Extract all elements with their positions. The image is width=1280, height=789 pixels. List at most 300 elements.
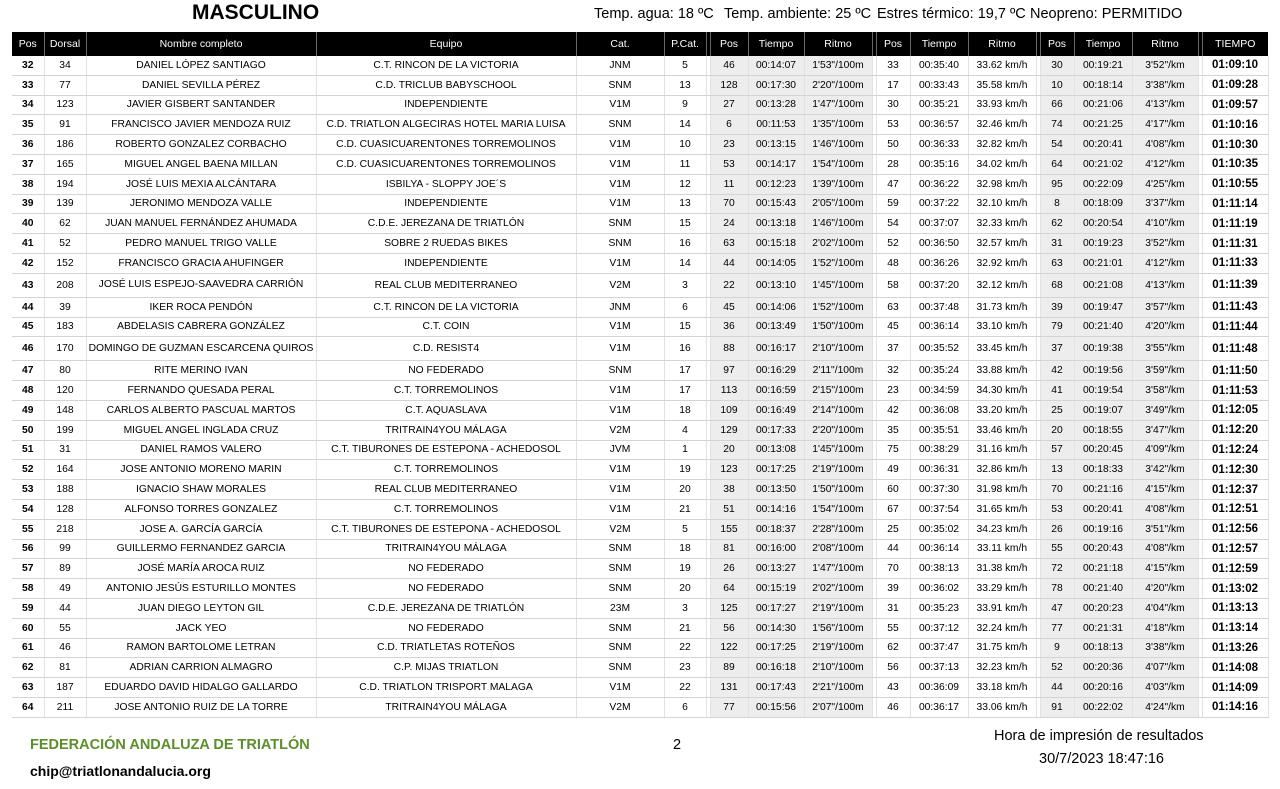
cell-athlete-name: EDUARDO DAVID HIDALGO GALLARDO — [86, 678, 316, 698]
cell-position: 33 — [12, 75, 44, 95]
table-row — [12, 697, 1268, 717]
table-row — [12, 337, 1268, 361]
results-table — [12, 32, 1269, 718]
cell-bike-position: 45 — [876, 317, 910, 337]
col-header-pos: Pos — [12, 32, 44, 56]
cell-athlete-name: ALFONSO TORRES GONZALEZ — [86, 499, 316, 519]
table-row — [12, 154, 1268, 174]
cell-athlete-name: JUAN DIEGO LEYTON GIL — [86, 598, 316, 618]
cell-bib: 164 — [44, 460, 86, 480]
cell-category-position: 21 — [664, 618, 706, 638]
cell-swim-position: 45 — [710, 297, 748, 317]
table-row — [12, 381, 1268, 401]
cell-run-time: 00:21:31 — [1074, 618, 1132, 638]
cell-run-time: 00:20:16 — [1074, 678, 1132, 698]
cell-run-position: 8 — [1040, 194, 1074, 214]
cell-run-position: 25 — [1040, 400, 1074, 420]
cell-swim-time: 00:17:25 — [748, 460, 804, 480]
cell-position: 60 — [12, 618, 44, 638]
cell-swim-pace: 2'02"/100m — [804, 234, 872, 254]
cell-total-time: 01:11:50 — [1202, 361, 1268, 381]
cell-bib: 187 — [44, 678, 86, 698]
cell-category-position: 11 — [664, 154, 706, 174]
cell-team: C.D. TRIATLON TRISPORT MALAGA — [316, 678, 576, 698]
cell-position: 44 — [12, 297, 44, 317]
cell-team: TRITRAIN4YOU MÁLAGA — [316, 539, 576, 559]
cell-category-position: 16 — [664, 337, 706, 361]
cell-bib: 89 — [44, 559, 86, 579]
col-header-bike-pos: Pos — [876, 32, 910, 56]
cell-athlete-name: JOSÉ MARÍA AROCA RUIZ — [86, 559, 316, 579]
cell-swim-position: 36 — [710, 317, 748, 337]
cell-swim-pace: 1'50"/100m — [804, 480, 872, 500]
table-row — [12, 253, 1268, 273]
page-header — [0, 0, 1280, 30]
cell-team: NO FEDERADO — [316, 361, 576, 381]
cell-bike-speed: 33.18 km/h — [968, 678, 1036, 698]
cell-bike-position: 32 — [876, 361, 910, 381]
cell-team: C.T. TORREMOLINOS — [316, 381, 576, 401]
cell-athlete-name: JOSÉ LUIS ESPEJO-SAAVEDRA CARRIÓN — [86, 273, 316, 297]
cell-position: 50 — [12, 420, 44, 440]
cell-category: SNM — [576, 638, 664, 658]
cell-total-time: 01:12:37 — [1202, 480, 1268, 500]
cell-team: C.T. TORREMOLINOS — [316, 460, 576, 480]
cell-category: JNM — [576, 297, 664, 317]
cell-swim-position: 23 — [710, 135, 748, 155]
cell-swim-time: 00:14:05 — [748, 253, 804, 273]
cell-run-position: 68 — [1040, 273, 1074, 297]
cell-run-time: 00:19:47 — [1074, 297, 1132, 317]
cell-swim-position: 24 — [710, 214, 748, 234]
cell-total-time: 01:09:57 — [1202, 95, 1268, 115]
table-row — [12, 460, 1268, 480]
cell-team: C.D.E. JEREZANA DE TRIATLÓN — [316, 214, 576, 234]
table-row — [12, 638, 1268, 658]
cell-category-position: 6 — [664, 697, 706, 717]
cell-run-time: 00:21:08 — [1074, 273, 1132, 297]
cell-team: TRITRAIN4YOU MÁLAGA — [316, 697, 576, 717]
cell-swim-time: 00:16:18 — [748, 658, 804, 678]
cell-team: REAL CLUB MEDITERRANEO — [316, 273, 576, 297]
cell-bike-time: 00:35:40 — [910, 56, 968, 75]
cell-run-position: 63 — [1040, 253, 1074, 273]
cell-athlete-name: JACK YEO — [86, 618, 316, 638]
cell-run-pace: 4'18"/km — [1132, 618, 1198, 638]
table-row — [12, 400, 1268, 420]
cell-run-time: 00:18:13 — [1074, 638, 1132, 658]
cell-swim-time: 00:13:27 — [748, 559, 804, 579]
col-header-category-pos: P.Cat. — [664, 32, 706, 56]
cell-athlete-name: FRANCISCO GRACIA AHUFINGER — [86, 253, 316, 273]
cell-run-pace: 4'20"/km — [1132, 579, 1198, 599]
cell-bike-speed: 32.57 km/h — [968, 234, 1036, 254]
cell-category: SNM — [576, 115, 664, 135]
cell-athlete-name: JAVIER GISBERT SANTANDER — [86, 95, 316, 115]
cell-bib: 77 — [44, 75, 86, 95]
cell-swim-position: 27 — [710, 95, 748, 115]
cell-bike-speed: 33.06 km/h — [968, 697, 1036, 717]
cell-run-time: 00:21:40 — [1074, 317, 1132, 337]
cell-team: NO FEDERADO — [316, 559, 576, 579]
cell-bib: 128 — [44, 499, 86, 519]
cell-bike-speed: 31.73 km/h — [968, 297, 1036, 317]
cell-bib: 152 — [44, 253, 86, 273]
cell-run-pace: 4'25"/km — [1132, 174, 1198, 194]
cell-total-time: 01:10:30 — [1202, 135, 1268, 155]
cell-bib: 81 — [44, 658, 86, 678]
page-number: 2 — [673, 737, 682, 753]
cell-run-pace: 4'24"/km — [1132, 697, 1198, 717]
cell-total-time: 01:11:31 — [1202, 234, 1268, 254]
cell-team: NO FEDERADO — [316, 579, 576, 599]
cell-bike-speed: 33.29 km/h — [968, 579, 1036, 599]
cell-swim-position: 123 — [710, 460, 748, 480]
cell-category-position: 21 — [664, 499, 706, 519]
cell-bike-time: 00:36:31 — [910, 460, 968, 480]
cell-bib: 62 — [44, 214, 86, 234]
cell-team: C.D.E. JEREZANA DE TRIATLÓN — [316, 598, 576, 618]
cell-team: ISBILYA - SLOPPY JOE´S — [316, 174, 576, 194]
cell-position: 54 — [12, 499, 44, 519]
cell-athlete-name: MIGUEL ANGEL BAENA MILLAN — [86, 154, 316, 174]
cell-run-position: 74 — [1040, 115, 1074, 135]
cell-position: 48 — [12, 381, 44, 401]
cell-swim-pace: 1'54"/100m — [804, 154, 872, 174]
cell-bike-time: 00:35:16 — [910, 154, 968, 174]
cell-category: V1M — [576, 253, 664, 273]
cell-bib: 186 — [44, 135, 86, 155]
table-row — [12, 499, 1268, 519]
cell-category: V1M — [576, 154, 664, 174]
cell-category-position: 17 — [664, 361, 706, 381]
cell-team: NO FEDERADO — [316, 618, 576, 638]
cell-bike-time: 00:37:48 — [910, 297, 968, 317]
cell-bike-time: 00:36:08 — [910, 400, 968, 420]
cell-bike-time: 00:35:51 — [910, 420, 968, 440]
cell-category-position: 14 — [664, 253, 706, 273]
cell-swim-time: 00:13:08 — [748, 440, 804, 460]
cell-category: SNM — [576, 75, 664, 95]
cell-category-position: 3 — [664, 598, 706, 618]
cell-swim-time: 00:17:25 — [748, 638, 804, 658]
cell-bike-position: 52 — [876, 234, 910, 254]
cell-team: INDEPENDIENTE — [316, 194, 576, 214]
cell-bib: 49 — [44, 579, 86, 599]
cell-bike-time: 00:36:02 — [910, 579, 968, 599]
cell-total-time: 01:13:14 — [1202, 618, 1268, 638]
cell-bike-time: 00:37:54 — [910, 499, 968, 519]
cell-team: C.T. RINCON DE LA VICTORIA — [316, 297, 576, 317]
cell-category: SNM — [576, 234, 664, 254]
cell-category-position: 5 — [664, 56, 706, 75]
cell-position: 38 — [12, 174, 44, 194]
water-temp: Temp. agua: 18 ºC — [594, 6, 714, 22]
cell-swim-time: 00:14:07 — [748, 56, 804, 75]
cell-swim-time: 00:12:23 — [748, 174, 804, 194]
cell-bike-time: 00:33:43 — [910, 75, 968, 95]
cell-bike-speed: 33.93 km/h — [968, 95, 1036, 115]
cell-bike-speed: 33.91 km/h — [968, 598, 1036, 618]
cell-bike-time: 00:36:50 — [910, 234, 968, 254]
cell-total-time: 01:12:30 — [1202, 460, 1268, 480]
cell-run-pace: 4'08"/km — [1132, 135, 1198, 155]
cell-bib: 52 — [44, 234, 86, 254]
cell-run-pace: 3'38"/km — [1132, 75, 1198, 95]
cell-run-time: 00:18:33 — [1074, 460, 1132, 480]
col-header-team: Equipo — [316, 32, 576, 56]
cell-swim-pace: 1'47"/100m — [804, 559, 872, 579]
cell-run-position: 70 — [1040, 480, 1074, 500]
cell-bib: 120 — [44, 381, 86, 401]
table-row — [12, 135, 1268, 155]
cell-category: JNM — [576, 56, 664, 75]
cell-swim-time: 00:15:43 — [748, 194, 804, 214]
cell-category: V1M — [576, 174, 664, 194]
cell-swim-time: 00:15:19 — [748, 579, 804, 599]
cell-swim-pace: 1'39"/100m — [804, 174, 872, 194]
cell-category-position: 10 — [664, 135, 706, 155]
cell-bike-time: 00:36:26 — [910, 253, 968, 273]
cell-swim-position: 89 — [710, 658, 748, 678]
table-row — [12, 598, 1268, 618]
cell-swim-pace: 2'11"/100m — [804, 361, 872, 381]
cell-category: V1M — [576, 480, 664, 500]
cell-team: INDEPENDIENTE — [316, 95, 576, 115]
cell-swim-time: 00:18:37 — [748, 519, 804, 539]
cell-bike-speed: 34.23 km/h — [968, 519, 1036, 539]
cell-position: 61 — [12, 638, 44, 658]
cell-run-position: 78 — [1040, 579, 1074, 599]
cell-swim-pace: 2'19"/100m — [804, 638, 872, 658]
cell-bike-position: 44 — [876, 539, 910, 559]
cell-position: 53 — [12, 480, 44, 500]
cell-category-position: 14 — [664, 115, 706, 135]
cell-bike-time: 00:36:14 — [910, 317, 968, 337]
cell-run-pace: 3'49"/km — [1132, 400, 1198, 420]
cell-swim-position: 129 — [710, 420, 748, 440]
cell-swim-pace: 2'14"/100m — [804, 400, 872, 420]
cell-bib: 208 — [44, 273, 86, 297]
cell-total-time: 01:12:51 — [1202, 499, 1268, 519]
cell-position: 64 — [12, 697, 44, 717]
cell-category: V1M — [576, 135, 664, 155]
cell-run-position: 26 — [1040, 519, 1074, 539]
cell-athlete-name: ABDELASIS CABRERA GONZÁLEZ — [86, 317, 316, 337]
table-row — [12, 95, 1268, 115]
cell-swim-position: 122 — [710, 638, 748, 658]
cell-run-time: 00:20:41 — [1074, 499, 1132, 519]
cell-run-time: 00:19:16 — [1074, 519, 1132, 539]
table-row — [12, 579, 1268, 599]
cell-position: 37 — [12, 154, 44, 174]
cell-run-time: 00:18:14 — [1074, 75, 1132, 95]
cell-bike-position: 49 — [876, 460, 910, 480]
print-time-value: 30/7/2023 18:47:16 — [1039, 751, 1164, 767]
table-row — [12, 480, 1268, 500]
cell-bike-time: 00:38:29 — [910, 440, 968, 460]
cell-run-pace: 3'42"/km — [1132, 460, 1198, 480]
cell-swim-time: 00:15:56 — [748, 697, 804, 717]
cell-position: 55 — [12, 519, 44, 539]
cell-bike-time: 00:37:22 — [910, 194, 968, 214]
cell-bike-time: 00:36:17 — [910, 697, 968, 717]
cell-swim-pace: 2'19"/100m — [804, 598, 872, 618]
cell-team: C.T. AQUASLAVA — [316, 400, 576, 420]
cell-position: 49 — [12, 400, 44, 420]
cell-category: V1M — [576, 95, 664, 115]
cell-position: 46 — [12, 337, 44, 361]
cell-bib: 44 — [44, 598, 86, 618]
cell-bike-position: 67 — [876, 499, 910, 519]
cell-bike-time: 00:38:13 — [910, 559, 968, 579]
cell-swim-pace: 2'10"/100m — [804, 658, 872, 678]
col-header-run-pace: Ritmo — [1132, 32, 1198, 56]
cell-bike-speed: 32.23 km/h — [968, 658, 1036, 678]
cell-bike-position: 70 — [876, 559, 910, 579]
cell-swim-pace: 2'19"/100m — [804, 460, 872, 480]
cell-run-position: 41 — [1040, 381, 1074, 401]
cell-bike-speed: 33.88 km/h — [968, 361, 1036, 381]
cell-total-time: 01:09:28 — [1202, 75, 1268, 95]
cell-total-time: 01:14:16 — [1202, 697, 1268, 717]
cell-bike-time: 00:36:33 — [910, 135, 968, 155]
cell-run-pace: 4'13"/km — [1132, 273, 1198, 297]
cell-total-time: 01:10:55 — [1202, 174, 1268, 194]
cell-run-pace: 4'12"/km — [1132, 253, 1198, 273]
cell-bike-time: 00:37:47 — [910, 638, 968, 658]
cell-total-time: 01:13:13 — [1202, 598, 1268, 618]
cell-run-time: 00:20:45 — [1074, 440, 1132, 460]
cell-position: 51 — [12, 440, 44, 460]
cell-run-time: 00:19:23 — [1074, 234, 1132, 254]
cell-run-time: 00:21:16 — [1074, 480, 1132, 500]
cell-bike-speed: 32.33 km/h — [968, 214, 1036, 234]
cell-run-pace: 3'37"/km — [1132, 194, 1198, 214]
cell-bike-position: 31 — [876, 598, 910, 618]
cell-swim-position: 11 — [710, 174, 748, 194]
page-title: MASCULINO — [192, 1, 320, 24]
cell-run-position: 57 — [1040, 440, 1074, 460]
cell-run-position: 53 — [1040, 499, 1074, 519]
cell-swim-pace: 1'46"/100m — [804, 135, 872, 155]
cell-swim-time: 00:16:17 — [748, 337, 804, 361]
cell-bike-position: 17 — [876, 75, 910, 95]
cell-position: 42 — [12, 253, 44, 273]
cell-swim-position: 44 — [710, 253, 748, 273]
cell-swim-position: 6 — [710, 115, 748, 135]
cell-bike-speed: 33.10 km/h — [968, 317, 1036, 337]
cell-bike-speed: 32.98 km/h — [968, 174, 1036, 194]
cell-athlete-name: DANIEL SEVILLA PÉREZ — [86, 75, 316, 95]
cell-run-time: 00:22:02 — [1074, 697, 1132, 717]
cell-bike-speed: 32.82 km/h — [968, 135, 1036, 155]
cell-bib: 218 — [44, 519, 86, 539]
cell-run-pace: 4'12"/km — [1132, 154, 1198, 174]
cell-category: V2M — [576, 273, 664, 297]
cell-team: INDEPENDIENTE — [316, 253, 576, 273]
cell-total-time: 01:11:14 — [1202, 194, 1268, 214]
cell-team: C.D. CUASICUARENTONES TORREMOLINOS — [316, 135, 576, 155]
cell-run-time: 00:19:38 — [1074, 337, 1132, 361]
cell-position: 56 — [12, 539, 44, 559]
cell-category: SNM — [576, 618, 664, 638]
cell-athlete-name: JUAN MANUEL FERNÁNDEZ AHUMADA — [86, 214, 316, 234]
table-row — [12, 317, 1268, 337]
cell-run-position: 10 — [1040, 75, 1074, 95]
cell-bib: 39 — [44, 297, 86, 317]
cell-category: JVM — [576, 440, 664, 460]
cell-run-position: 66 — [1040, 95, 1074, 115]
cell-run-position: 9 — [1040, 638, 1074, 658]
cell-athlete-name: RAMON BARTOLOME LETRAN — [86, 638, 316, 658]
cell-swim-pace: 2'20"/100m — [804, 75, 872, 95]
cell-run-pace: 3'51"/km — [1132, 519, 1198, 539]
cell-run-pace: 4'13"/km — [1132, 95, 1198, 115]
cell-category-position: 4 — [664, 420, 706, 440]
cell-athlete-name: GUILLERMO FERNANDEZ GARCIA — [86, 539, 316, 559]
cell-bike-time: 00:36:14 — [910, 539, 968, 559]
cell-swim-time: 00:16:49 — [748, 400, 804, 420]
cell-run-pace: 3'52"/km — [1132, 234, 1198, 254]
cell-run-time: 00:21:40 — [1074, 579, 1132, 599]
cell-category-position: 13 — [664, 75, 706, 95]
cell-category-position: 17 — [664, 381, 706, 401]
cell-swim-time: 00:17:27 — [748, 598, 804, 618]
cell-total-time: 01:14:08 — [1202, 658, 1268, 678]
cell-bike-position: 53 — [876, 115, 910, 135]
cell-athlete-name: JOSE ANTONIO RUIZ DE LA TORRE — [86, 697, 316, 717]
cell-swim-pace: 1'46"/100m — [804, 214, 872, 234]
cell-run-position: 31 — [1040, 234, 1074, 254]
cell-athlete-name: RITE MERINO IVAN — [86, 361, 316, 381]
cell-run-position: 62 — [1040, 214, 1074, 234]
cell-run-position: 64 — [1040, 154, 1074, 174]
cell-bike-speed: 33.62 km/h — [968, 56, 1036, 75]
cell-category-position: 9 — [664, 95, 706, 115]
cell-run-time: 00:20:54 — [1074, 214, 1132, 234]
cell-swim-pace: 1'45"/100m — [804, 440, 872, 460]
cell-bike-time: 00:37:13 — [910, 658, 968, 678]
cell-run-position: 54 — [1040, 135, 1074, 155]
cell-run-pace: 3'55"/km — [1132, 337, 1198, 361]
cell-swim-pace: 2'07"/100m — [804, 697, 872, 717]
col-header-swim-pace: Ritmo — [804, 32, 872, 56]
cell-swim-position: 128 — [710, 75, 748, 95]
cell-category: 23M — [576, 598, 664, 618]
table-row — [12, 658, 1268, 678]
cell-team: C.D. TRIATLETAS ROTEÑOS — [316, 638, 576, 658]
cell-swim-time: 00:17:43 — [748, 678, 804, 698]
federation-name: FEDERACIÓN ANDALUZA DE TRIATLÓN — [30, 737, 310, 753]
cell-run-position: 39 — [1040, 297, 1074, 317]
cell-team: C.D. TRICLUB BABYSCHOOL — [316, 75, 576, 95]
col-header-bike-time: Tiempo — [910, 32, 968, 56]
cell-run-position: 72 — [1040, 559, 1074, 579]
cell-swim-pace: 2'28"/100m — [804, 519, 872, 539]
cell-bib: 123 — [44, 95, 86, 115]
cell-total-time: 01:11:19 — [1202, 214, 1268, 234]
cell-category-position: 22 — [664, 638, 706, 658]
cell-swim-position: 64 — [710, 579, 748, 599]
cell-bike-position: 33 — [876, 56, 910, 75]
cell-category-position: 16 — [664, 234, 706, 254]
cell-total-time: 01:13:02 — [1202, 579, 1268, 599]
cell-swim-position: 88 — [710, 337, 748, 361]
cell-swim-position: 109 — [710, 400, 748, 420]
cell-total-time: 01:12:57 — [1202, 539, 1268, 559]
table-row — [12, 194, 1268, 214]
